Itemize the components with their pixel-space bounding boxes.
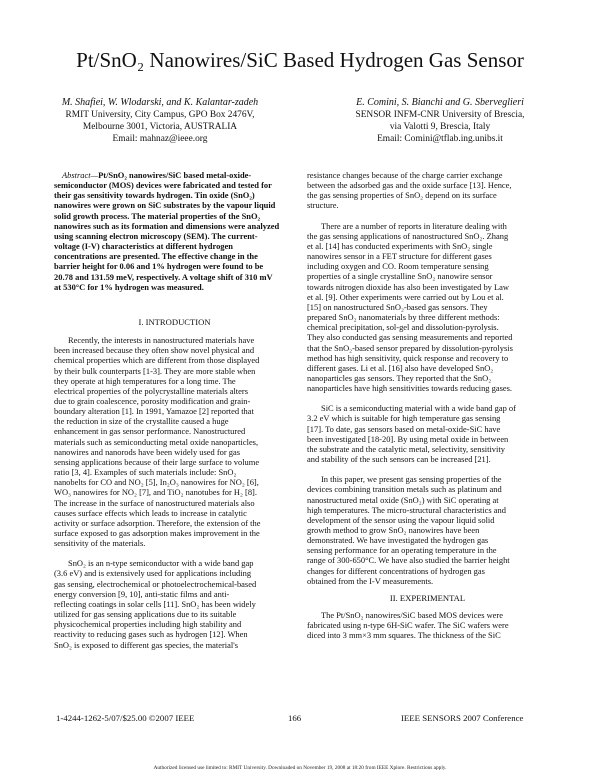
text-line: sensing performance for an operating temperature in the	[307, 545, 497, 556]
abstract-line: their gas sensitivity towards hydrogen. Tin oxide (SnO₂)	[54, 190, 255, 201]
text-line: prepared SnO₂ nanomaterials by three different methods:	[307, 312, 500, 323]
text-line: nanobelts for CO and NO₂ [5], In₂O₃ nanowires for NO₂ [6],	[54, 477, 259, 488]
text-line: enhancement in gas sensor performance. Nanostructured	[54, 426, 246, 437]
text-line: SiC is a semiconducting material with a wide band gap of	[321, 403, 516, 414]
text-line: been increased because they often show novel physical and	[54, 345, 255, 356]
text-line: been investigated [18-20]. By using metal oxide in between	[307, 433, 509, 444]
text-line: materials such as semiconducting metal oxide nanoparticles,	[54, 436, 259, 447]
footer-copyright: 1-4244-1262-5/07/$25.00 ©2007 IEEE	[56, 713, 195, 723]
author-email: Email: mahnaz@ieee.org	[112, 134, 208, 144]
page-number: 166	[288, 713, 302, 723]
text-line: In this paper, we present gas sensing properties of the	[321, 474, 502, 485]
text-line: sensing applications because of their large surface to volume	[54, 456, 260, 467]
text-line: The increase in the surface of nanostructured materials also	[54, 497, 255, 508]
text-line: energy conversion [9, 10], anti-static films and anti-	[54, 588, 230, 599]
text-line: development of the sensor using the vapour liquid solid	[307, 514, 495, 525]
text-line: resistance changes because of the charge carrier exchange	[307, 170, 503, 180]
text-line: the gas sensing properties of SnO₂ depend on its surface	[307, 190, 497, 201]
text-line: WO₃ nanowires for NO₂ [7], and TiO₂ nanotubes for H₂ [8].	[54, 487, 257, 498]
text-line: boundary alteration [1]. In 1991, Yamazoe [2] reported that	[54, 406, 254, 417]
text-line: that the SnO₂-based sensor prepared by dissolution-pyrolysis	[307, 342, 513, 353]
text-line: range of 300-650°C. We have also studied the barrier height	[307, 555, 510, 566]
text-line: (3.6 eV) and is extensively used for applications including	[54, 568, 252, 579]
text-line: gas sensing, electrochemical or photoelectrochemical-based	[54, 578, 257, 589]
text-line: There are a number of reports in literature dealing with	[321, 220, 507, 231]
text-line: et al. [14] has conducted experiments with SnO₂ single	[307, 240, 493, 251]
abstract-line: semiconductor (MOS) devices were fabricated and tested for	[54, 180, 272, 191]
abstract-label: Abstract—	[62, 170, 99, 180]
text-line: nanowires and nanorods have been widely used for gas	[54, 446, 241, 457]
text-line: [17]. To date, gas sensors based on metal-oxide-SiC have	[307, 423, 501, 434]
text-line: including oxygen and CO. Room temperature sensing	[307, 261, 489, 272]
abstract-line: Pt/SnO₂ nanowires/SiC based metal-oxide-	[98, 170, 252, 180]
affiliation: SENSOR INFM-CNR University of Brescia,	[355, 110, 525, 120]
text-line: electrical properties of the polycrystalline materials alters	[54, 385, 248, 396]
text-line: ratio [3, 4]. Examples of such materials include: SnO₂	[54, 467, 237, 478]
affiliation: via Valotti 9, Brescia, Italy	[389, 122, 491, 132]
text-line: devices combining transition metals such as platinum and	[307, 484, 502, 495]
text-line: nanostructured metal oxide (SnO₂) with SiC operating at	[307, 494, 499, 505]
affiliation: RMIT University, City Campus, GPO Box 2476V,	[65, 110, 255, 120]
text-line: surface exposed to gas adsorption makes improvement in the	[54, 528, 260, 538]
text-line: different gases. Li et al. [16] also have developed SnO₂	[307, 362, 494, 373]
affiliation: Melbourne 3001, Victoria, AUSTRALIA	[82, 122, 238, 132]
text-line: structure.	[307, 200, 339, 211]
right-column	[307, 170, 548, 641]
left-body-text	[54, 335, 295, 650]
text-line: utilized for gas sensing applications due to its suitable	[54, 609, 237, 620]
abstract-line: nanowires were grown on SiC substrates by the vapour liquid	[54, 200, 276, 211]
text-line: et al. [9]. Other experiments were carried out by Lou et al.	[307, 291, 504, 302]
text-line: [15] on nanostructured SnO₂-based gas sensors. They	[307, 301, 488, 312]
section-heading-introduction: I. INTRODUCTION	[138, 316, 211, 327]
text-line: The Pt/SnO₂ nanowires/SiC based MOS devices were	[321, 610, 503, 621]
author-block-left	[40, 97, 280, 145]
left-column	[54, 170, 295, 650]
license-notice: Authorized licensed use limited to: RMIT University. Downloaded on November 19, 2008 at 18:20 from IEEE Xplore. Restrictions apply.	[153, 765, 447, 771]
text-line: activity or surface adsorption. Therefore, the extension of the	[54, 517, 261, 528]
abstract-line: using scanning electron microscopy (SEM). The current-	[54, 230, 258, 241]
text-line: diced into 3 mm×3 mm squares. The thickness of the SiC	[307, 630, 501, 641]
text-line: method has high sensitivity, quick response and recovery to	[307, 352, 509, 363]
author-email: Email: Comini@tflab.ing.unibs.it	[377, 134, 503, 144]
paper-title: Pt/SnO₂ Nanowires/SiC Based Hydrogen Gas Sensor	[76, 48, 524, 72]
abstract	[54, 170, 295, 292]
text-line: nanowires sensor in a FET structure for different gases	[307, 251, 492, 262]
author-names: M. Shafiei, W. Wlodarski, and K. Kalantar-zadeh	[61, 97, 259, 108]
abstract-line: nanowires such as its formation and dimensions were analyzed	[54, 220, 280, 231]
text-line: the gas sensing applications of nanostructured SnO₂. Zhang	[307, 230, 509, 241]
right-body-text	[307, 170, 548, 641]
text-line: due to grain coalescence, porosity modification and grain-	[54, 395, 251, 406]
text-line: high temperatures. The micro-structural characteristics and	[307, 504, 506, 515]
text-line: the reduction in size of the crystallite caused a huge	[54, 416, 229, 427]
text-line: properties of a single crystalline SnO₂ nanowire sensor	[307, 271, 493, 282]
text-line: obtained from the I-V measurements.	[307, 575, 434, 586]
abstract-line: voltage (I-V) characteristics at different hydrogen	[54, 241, 233, 252]
abstract-line: solid growth process. The material properties of the SnO₂	[54, 210, 261, 221]
text-line: Recently, the interests in nanostructured materials have	[68, 335, 255, 346]
author-block-right	[320, 97, 560, 145]
text-line: physicochemical properties including high stability and	[54, 619, 242, 630]
author-names: E. Comini, S. Bianchi and G. Sberveglieri	[356, 97, 524, 108]
text-line: They also conducted gas sensing measurements and reported	[307, 332, 513, 343]
text-line: causes surface effects which leads to increase in catalytic	[54, 507, 247, 518]
section-heading-experimental: II. EXPERIMENTAL	[389, 592, 466, 603]
abstract-line: concentrations are presented. The effective change in the	[54, 251, 258, 262]
text-line: reflecting coatings in solar cells [11]. SnO₂ has been widely	[54, 598, 256, 609]
text-line: 3.2 eV which is suitable for high temperature gas sensing	[307, 413, 501, 424]
text-line: and stability of the such sensors can be increased [21].	[307, 454, 491, 465]
text-line: they operate at high temperatures for a long time. The	[54, 375, 236, 386]
abstract-line: barrier height for 0.06 and 1% hydrogen were found to be	[54, 261, 264, 272]
text-line: changes for different concentrations of hydrogen gas	[307, 565, 485, 576]
text-line: SnO₂ is exposed to different gas species, the material's	[54, 639, 239, 650]
text-line: the substrate and the catalytic metal, selectivity, sensitivity	[307, 443, 505, 454]
text-line: nanoparticles gas sensors. They reported that the SnO₂	[307, 372, 492, 383]
text-line: fabricated using n-type 6H-SiC wafer. The SiC wafers were	[307, 620, 509, 631]
text-line: reactivity to reducing gases such as hydrogen [12]. When	[54, 629, 248, 640]
text-line: by their bulk counterparts [1-3]. They are more stable when	[54, 365, 256, 376]
text-line: chemical properties which are different from those displayed	[54, 355, 260, 366]
text-line: SnO₂ is an n-type semiconductor with a wide band gap	[68, 558, 254, 569]
text-line: nanoparticles have high sensitivities towards reducing gases.	[307, 383, 513, 394]
footer-conference: IEEE SENSORS 2007 Conference	[401, 713, 524, 723]
text-line: growth method to grow SnO₂ nanowires have been	[307, 525, 480, 535]
abstract-line: at 530°C for 1% hydrogen was measured.	[54, 281, 204, 292]
text-line: demonstrated. We have investigated the hydrogen gas	[307, 535, 489, 546]
text-line: towards nitrogen dioxide has also been investigated by Law	[307, 281, 509, 292]
text-line: chemical precipitation, sol-gel and dissolution-pyrolysis.	[307, 322, 499, 333]
abstract-line: 20.78 and 131.59 meV, respectively. A voltage shift of 310 mV	[54, 271, 273, 282]
text-line: sensitivity of the materials.	[54, 538, 146, 549]
text-line: between the adsorbed gas and the oxide surface [13]. Hence,	[307, 180, 512, 191]
